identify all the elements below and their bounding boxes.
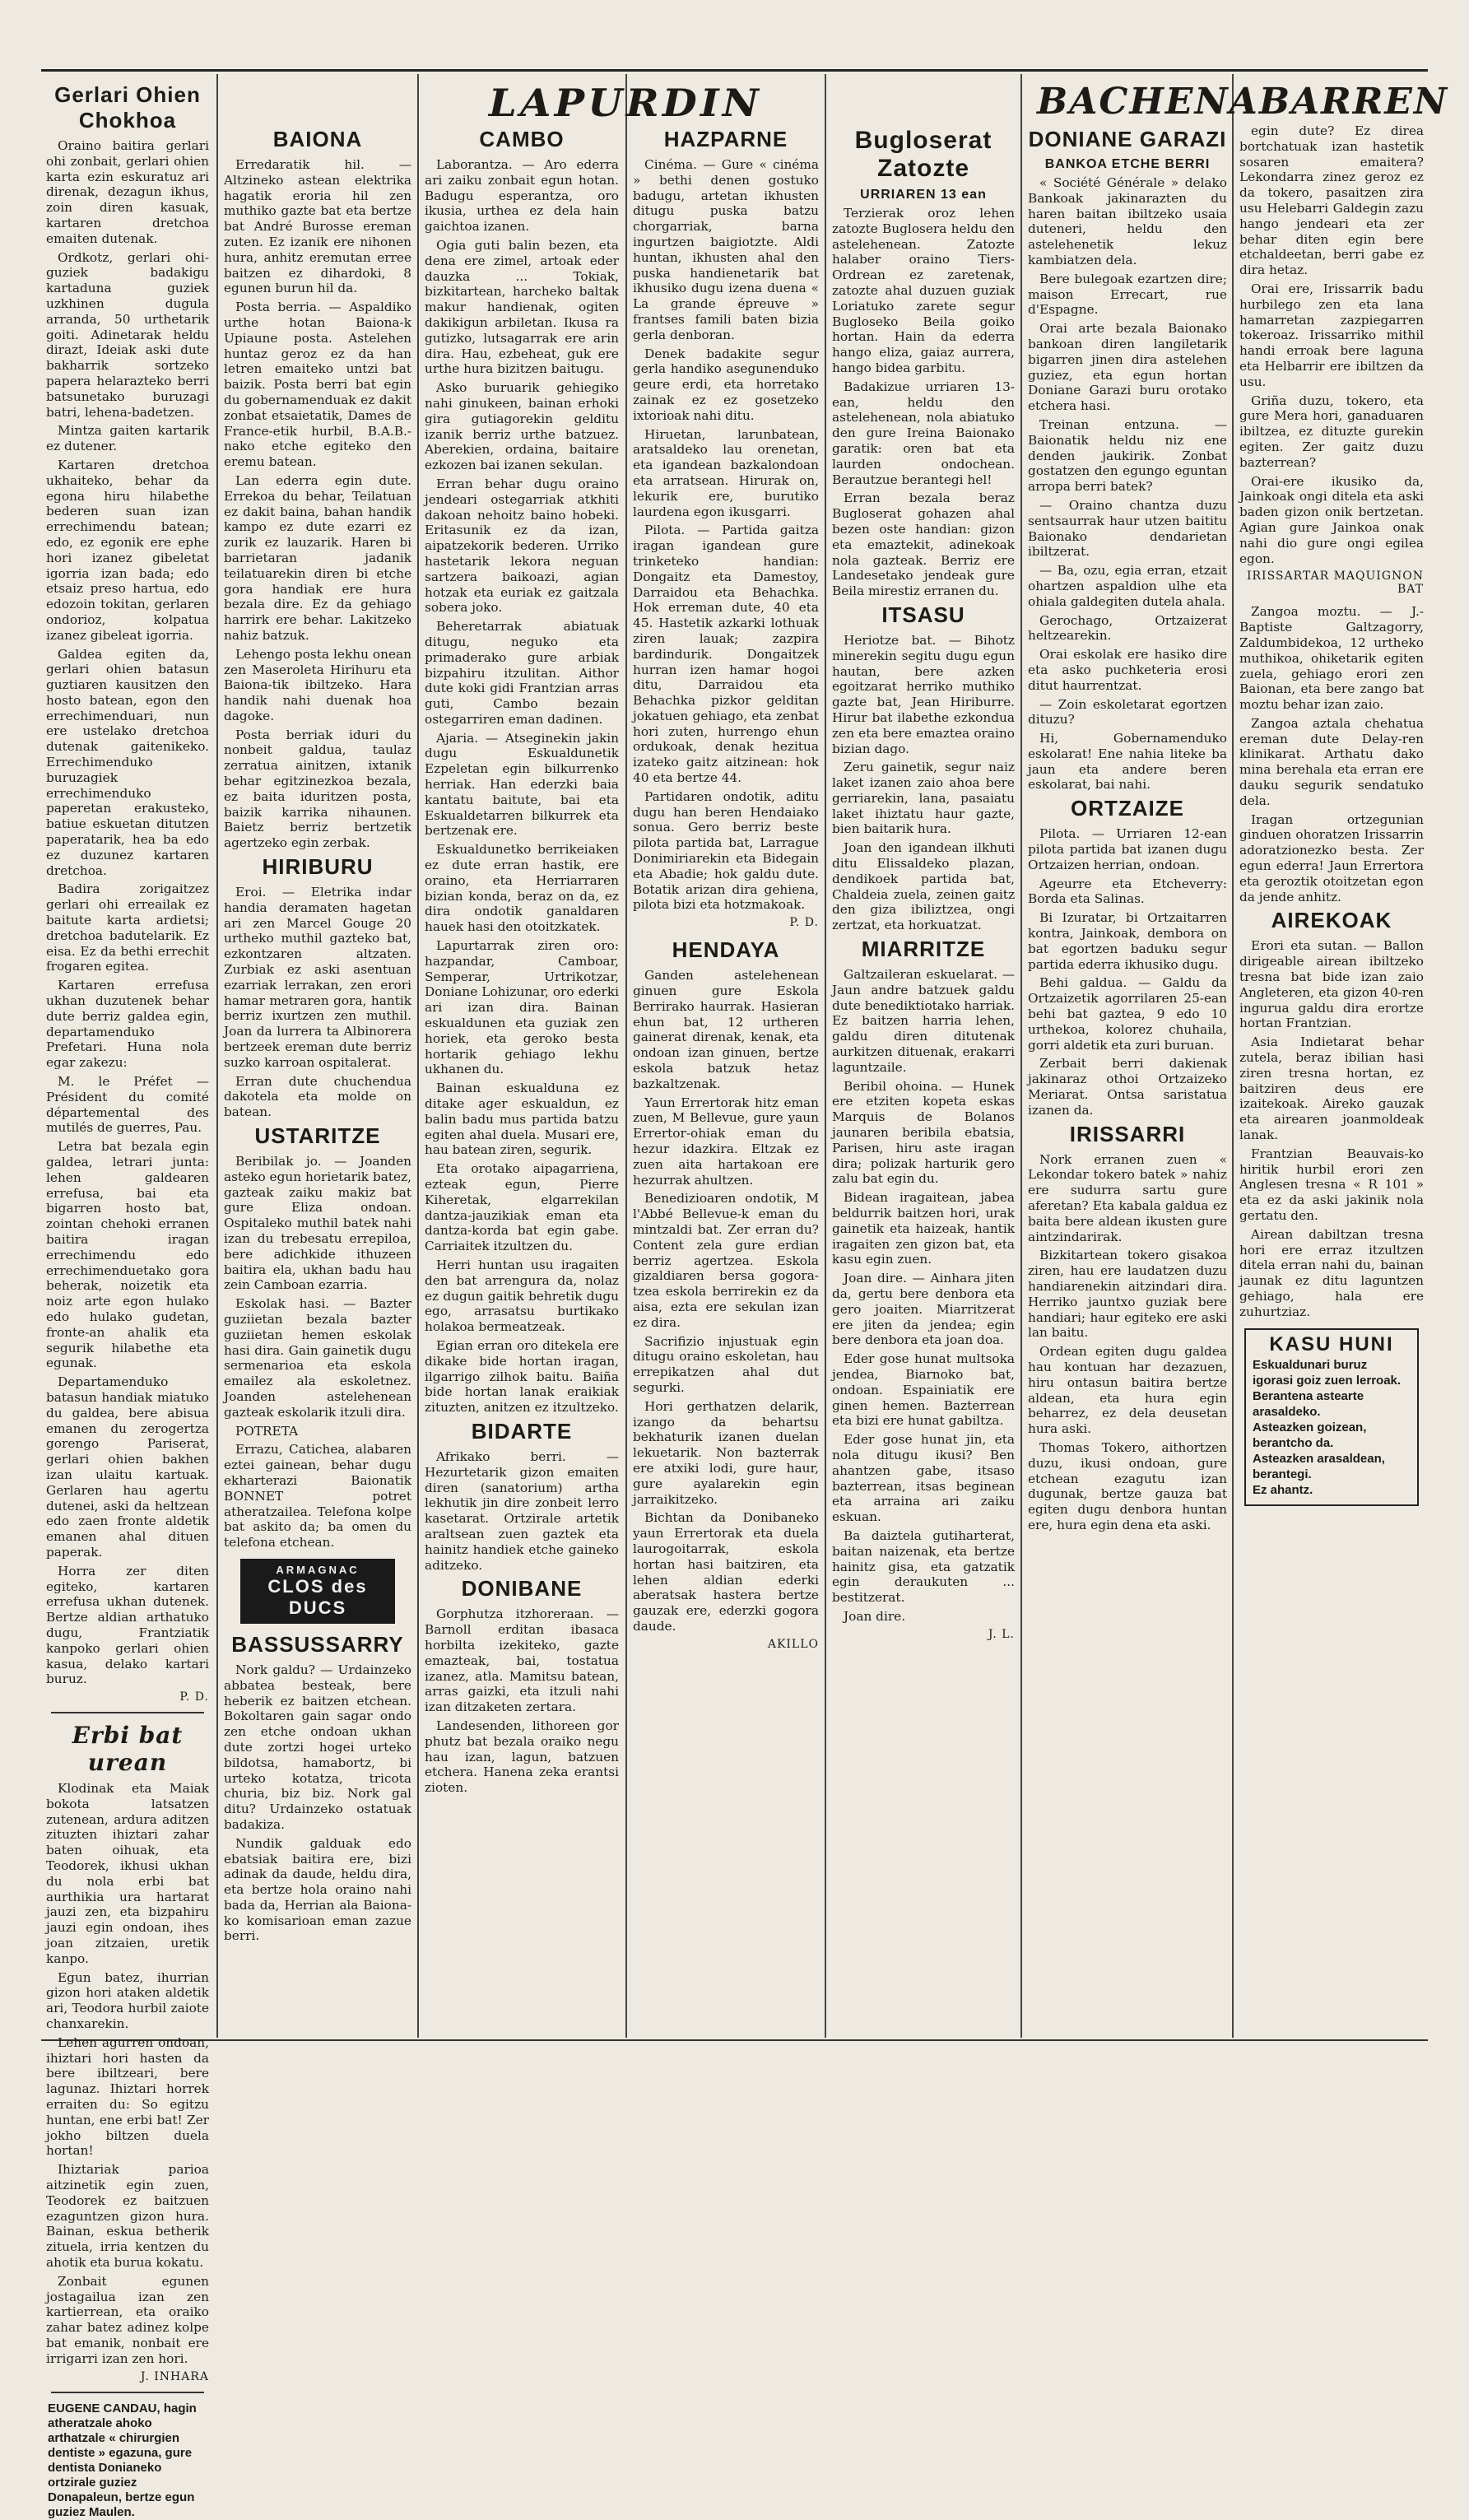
paragraph: Sacrifizio injustuak egin ditugu oraino eskoletan, hau errepikatzen ahal dut segurki. [633,1333,819,1395]
paragraph: Bizkitartean tokero gisakoa ziren, hau ere laudatzen duzu handiarenekin aitzindari dira. Herriko jauntxo guziak bere handiari; haur egiteko ere aski lan baitu. [1028,1248,1227,1341]
section-heading: MIARRITZE [861,937,986,962]
paragraph: Gerochago, Ortzaizerat heltzearekin. [1028,612,1227,644]
column-1 [43,79,212,2519]
paragraph: Zangoa aztala chehatua ereman dute Delay-ren klinikarat. Arthatu dako mina berehala eta erran ere dauku segurik sendatuko dela. [1239,715,1424,808]
paragraph: Zonbait egunen jostagailua izan zen kartierrean, eta oraiko zahar batez adinez kolpe bat emanik, nonbait ere irrigarri izan zen hori. [46,2273,209,2366]
paragraph: Nundik galduak edo ebatsiak baitira ere, bizi adinak da daude, heldu dira, eta bertze hola oraino nahi bada da, Herrian ala Baiona-ko komisarioan eman zazue berri. [224,1835,411,1944]
article-title: Erbi bat urean [72,1722,184,1777]
paragraph: Joan dire. — Ainhara jiten da, gertu bere denbora eta gero joaiten. Miarritzerat ere jiten da jendea; egin bere denbora eta joan doa. [832,1271,1015,1348]
author-signature: AKILLO [767,1637,819,1651]
paragraph: Egian erran oro ditekela ere dikake bide hortan iragan, ilgarrigo zilhok baitu. Baiña bide hortan lanak eraikiak zituzten, anitzen ez itzultzeko. [425,1337,619,1416]
paragraph: « Société Générale » delako Bankoak jakinarazten du haren baitan ibiltzeko usaia duteneri, heldu den astelehenetik lekuz kambiatzen dela. [1028,175,1227,267]
paragraph: Eder gose hunat multsoka jendea, Biarnoko bat, ondoan. Espainiatik ere ginen hemen. Bazterrean eta bizi ere hunat gabiltza. [832,1351,1015,1429]
section-heading: BIDARTE [471,1418,573,1444]
paragraph: Hiruetan, larunbatean, aratsaldeko lau orenetan, eta igandean bazkalondoan eta arratsean. Hirurak on, lekurik ere, burutiko laurdena egon ikusgarri. [633,426,819,519]
section-heading: ORTZAIZE [1071,796,1184,821]
paragraph: Ganden astelehenean ginuen gure Eskola Berrirako haurrak. Hasieran ehun bat, 12 urtheren gainerat direnak, kenak, eta ondoan izan ginuen, bertze eskola batzuk hetaz bazkaltzenak. [633,968,819,1091]
paragraph: Erran dute chuchendua dakotela eta molde on batean. [224,1073,411,1120]
paragraph: Beribil ohoina. — Hunek ere etziten kopeta eskas Marquis de Bolanos jaunaren beribila ebatsia, Parisen, hiru aste iragan dira; polizak harturik gero zalu bat egin du. [832,1078,1015,1187]
paragraph: Erran bezala beraz Bugloserat gohazen ahal bezen oste handian: gizon eta emaztekit, adinekoak nola gazteak. Berriz ere Landesetako jendeak gure Beila mirestiz erranen du. [832,491,1015,599]
paragraph: Ageurre eta Etcheverry: Borda eta Salinas. [1028,876,1227,907]
paragraph: Bi Izuratar, bi Ortzaitarren kontra, Jainkoak, dembora on bat egortzen baduku segur partida ederra ikhusiko dugu. [1028,910,1227,972]
notice-line: Eskualdunari buruz igorasi goiz zuen lerroak. [1253,1357,1402,1388]
paragraph: Frantzian Beauvais-ko hiritik hurbil erori zen Anglesen tresna « R 101 » eta ez da aski jakinik nola gertatu den. [1239,1146,1424,1223]
section-heading: BAIONA [272,127,363,151]
bottom-rule [41,2039,1428,2041]
paragraph: Eder gose hunat jin, eta nola ditugu ikusi? Ben ahantzen gabe, itsaso bazterrean, itsas beginean eta arraina ari zaiku eskuan. [832,1432,1015,1525]
paragraph: — Zoin eskoletarat egortzen dituzu? [1028,696,1227,728]
paragraph: Zangoa moztu. — J.-Baptiste Galtzagorry, Zaldumbidekoa, 12 urtheko muthikoa, ohiketarik egiten zuela, gehiago erori zen Baionan, eta bere zango bat moztu behar izan zaio. [1239,604,1424,713]
masthead-lapurdi: LAPURDIN [488,81,763,125]
paragraph: Ordean egiten dugu galdea hau kontuan har dezazuen, hiru ontasun baitira bertze aldean, eta hura egin beharrez, ez dela deusetan hura aski. [1028,1344,1227,1437]
author-signature: J. INHARA [140,2369,209,2383]
paragraph: Partidaren ondotik, aditu dugu han beren Hendaiako sonua. Gero berriz beste pilota partida bat, Larrague Donimiriarekin eta Bidegain eta Abadie; hok galdu dute. Botatik arizan dira gehiena, pilota bizi eta hotzmakoak. [633,788,819,913]
paragraph: M. le Préfet — Président du comité départemental des mutilés de guerres, Pau. [46,1074,209,1136]
column-2 [221,123,415,2033]
paragraph: Galtzaileran eskuelarat. — Jaun andre batzuek galdu dute benediktiotako harriak. Ez baitzen harria lehen, galdu diren ditutenak aurkitzen dituenak, erakarri laguntzaile. [832,967,1016,1075]
paragraph: Kartaren dretchoa ukhaiteko, behar da egona hiru hilabethe bederen suan izan errechimendu batean; edo, ez egonik ere ephe hori izanez gibeletat igorria izan bada; edo etsaiz preso hartua, edo edozoin tokitan, gerlaren ondorioz, kolpatua izanez gibeleat igorria. [46,457,209,643]
paragraph: Eta orotako aipagarriena, ezteak egun, Pierre Kiheretak, elgarrekilan dantza-jauzikiak eman eta dantza-korda bat egin gabe. Carriaitek itzultzen du. [425,1161,619,1254]
paragraph: Kartaren errefusa ukhan duzutenek behar dute berriz galdea egin, departamenduko Prefetari. Huna nola egar zakezu: [46,978,209,1071]
notice-box [1244,1328,1419,1506]
column-divider [1020,74,1022,2038]
section-heading: ITSASU [881,602,965,627]
paragraph: Erori eta sutan. — Ballon dirigeable airean ibiltzeko tresna bat bide izan zaio Angleteren, eta gizon 40-ren ingurua galdu dira erortze hortan Frantzian. [1239,938,1424,1031]
section-subheading: BANKOA ETCHE BERRI [1044,157,1211,171]
ad-line: ARMAGNAC [276,1563,360,1576]
column-4 [630,123,822,2033]
paragraph: Bichtan da Donibaneko yaun Errertorak eta duela laurogoitarrak, eskola hortan hasi baitziren, eta lehen aldian ederki aberatsak hastera bertze gauzak ere, ederzki gogora daude. [633,1510,819,1634]
paragraph: Heriotze bat. — Bihotz minerekin segitu dugu egun hautan, bere azken egoitzarat herriko muthiko gazte bat, Jean Hiriburre. Hirur bat ilabethe ezkondua zen eta bere emaztea oraino bizian dago. [832,632,1015,756]
paragraph: Hi, Gobernamenduko eskolarat! Ene nahia liteke ba jaun eta andere beren eskolarat, bai nahi. [1028,731,1227,793]
paragraph: Orai ere, Irissarrik badu hurbilego zen eta lana hamarretan zazpiegarren tokeroaz. Irissarriko mithil handi erroak bere laguna eta Helbarrir ere ibiltzen da usu. [1239,281,1424,389]
paragraph: Asia Indietarat behar zutela, beraz ibilian hasi ziren tresna hortan, ez baitziren deus ere izaitekoak. Aireko gauzak eta airearen joanmoldeak lanak. [1239,1035,1424,1143]
paragraph: Lehen agurren ondoan, ihiztari hori hasten da bere ibiltzeari, bere lagunaz. Ihiztari horrek erraiten du: So egitzu huntan, ene erbi bat! Zer jokho biltzen duela hortan! [46,2034,209,2159]
section-heading: USTARITZE [254,1123,381,1149]
section-heading: AIREKOAK [1271,908,1392,933]
paragraph: Ordkotz, gerlari ohi-guziek badakigu kartaduna guziek uzkhinen dugula arranda, 50 urthetarik goiti. Adinetarak heldu dirazt, Ideiak aski dute bakharrik sortzeko papera helarazteko berri batsunetako buruzagi batri, lehena-badetzen. [46,249,209,420]
paragraph: Badira zorigaitzez gerlari ohi erreailak ez baitute karta ardietsi; dretchoa badutelarik. Ez eisa. Ez da bethi errechit frogaren egitea. [46,881,209,974]
column-7 [1236,123,1427,2033]
advertisement-notice: EUGENE CANDAU, hagin atheratzale ahoko arthatzale « chirurgien dentiste » egazuna, gure dentista Donianeko ortzirale guziez Donapaleun, bertze egun guziez Maulen. [48,2401,197,2519]
paragraph: Orai-ere ikusiko da, Jainkoak ongi ditela eta aski baden gizon onik bertzetan. Agian gure Jainkoa onak nahi dio gure ongi egilea egon. [1239,473,1424,566]
paragraph: Bidean iragaitean, jabea beldurrik baitzen hori, urak gainetik eta haizeak, hantik iragaiten zen gizon bat, eta kasu egin zuen. [832,1190,1015,1267]
paragraph: Orai eskolak ere hasiko dire eta asko puchketeria erosi ditut haurrentzat. [1028,647,1227,693]
advertisement-box [240,1559,395,1624]
paragraph: Afrikako berri. — Hezurtetarik gizon emaiten diren (sanatorium) artha lekhutik jin dire zonbeit lerro kasetarat. Ortzirale artetik araltsean zuen gaztek eta hainitz handiek etche gaineko aditzeko. [425,1448,619,1573]
paragraph: Pilota. — Urriaren 12-ean pilota partida bat izanen dugu Ortzaizen herrian, ondoan. [1028,826,1227,872]
column-divider [216,74,218,2038]
paragraph: Egun batez, ihurrian gizon hori ataken aldetik ari, Teodora hurbil zaiote chanxarekin. [46,1969,209,2032]
paragraph: Lan ederra egin dute. Errekoa du behar, Teilatuan ez dakit baina, bahan handik kampo ez dute ezarri ez zurik ez lauzarik. Haren bi barrietaran jadanik teilatuarekin diren bi etche gora handiak ere hura bezala dire. Ez da gehiago harrirk ere behar. Lakitzeko nahiz batzuk. [224,472,411,643]
paragraph: Gorphutza itzhoreraan. — Barnoll erditan ibasaca horbilta izekiteko, gazte emazteak, bai, tostatua izanez, atla. Mamitsu batean, arras gaizki, eta itzuli nahi izan ditzaketen zertara. [425,1606,619,1715]
notice-line: Berantena astearte arasaldeko. [1253,1388,1364,1419]
paragraph: Treinan entzuna. — Baionatik heldu niz ene denden jaukirik. Zonbat gostatzen den egungo eguntan arropa berri batek? [1028,416,1227,495]
paragraph: Posta berriak iduri du nonbeit galdua, taulaz zerratua ainitzen, ixtanik behar egitzinezkoa bezala, ez baita iduritzen posta, baizik karrika nihaunen. Baietz berriz bertzetik agertzeko egin zerbak. [224,727,411,851]
paragraph: Orai arte bezala Baionako bankoan diren langiletarik bigarren jinen dira astelehen guziez, eta egun hortan Doniane Garazi buru orotako etchera hasi. [1028,321,1227,414]
paragraph: POTRETA [235,1423,299,1439]
paragraph: Lehengo posta lekhu onean zen Maseroleta Hirihuru eta Baiona-tik ibiltzeko. Hara handik nahi duenak hoa dagoke. [224,646,411,723]
paragraph: Bainan eskualduna ez ditake ager eskualdun, ez balin badu mus partida batzu egiten ahal duela. Musari ere, hau batean ziren, segurik. [425,1081,619,1158]
section-heading: HENDAYA [672,937,780,963]
paragraph: Pilota. — Partida gaitza iragan igandean gure trinketeko handian: Dongaitz eta Damestoy, Darraidou eta Behachka. Hok erreman dute, 40 eta 45. Hastetik azkarki lothuak ziren lauak; zazpira bardindurik. Dongaitzek hurran izen hamar hogoi ditu, Darraidou eta Behachka pizkor gelditan jokatuen gehiago, eta zenbat hori zuten, hurrengo ehun ordukoak, denak hezitua izateko gaitz aitzinean: hok 40 eta bertze 44. [633,523,819,786]
section-heading: DONIANE GARAZI [1028,127,1227,151]
notice-line: Asteazken arasaldean, berantegi. [1253,1451,1385,1481]
section-separator [51,1712,204,1713]
paragraph: Asko buruarik gehiegiko nahi ginukeen, bainan erhoki gira gutiagorekin gelditu izanik berriz urthe batzuez. Aberekien, ordaina, baitaire ezkozen bai izanen sekulan. [425,380,619,473]
section-heading: HAZPARNE [663,127,788,151]
paragraph: Hori gerthatzen delarik, izango da behartsu bekhaturik izanen duelan lekuetarik. Non bazterrak ere atxiki lodi, gure haur, gure ayalarekin egin jarraikitzeko. [633,1398,819,1507]
section-heading: CAMBO [479,127,565,151]
paragraph: Herri huntan usu iragaiten den bat arrengura da, nolaz ez dugun gaitik behretik dugu ego, arrasatsu burtikako holakoa bermeatzeak. [425,1257,619,1335]
column-divider [825,74,826,2038]
paragraph: Ihiztariak parioa aitzinetik egin zuen, Teodorek ez baitzuen ezaguntzen gizon hura. Bainan, eskua betherik zituela, irria kentzen du ahotik eta burua kokatu. [46,2162,209,2270]
column-divider [1232,74,1234,2038]
article-title: Bugloserat Zatozte [854,127,993,182]
paragraph: Cinéma. — Gure « cinéma » bethi denen gostuko badugu, artetan ikhusten ditugu puska batzu chorgarriak, barna ingurtzen baigiotzte. Aldi huntan, ikhusten ahal den puska handienetarik bat ikhusiko dugu izena duena « La grande épreuve » frantses famili baten bizia gerla denboran. [633,157,819,342]
column-3 [421,123,622,2033]
paragraph: Denek badakite segur gerla handiko asegunenduko geure erdi, eta horretako zainak ez ez gosetzeko ixtorioak nahi ditu. [633,346,819,423]
paragraph: Nork erranen zuen « Lekondar tokero batek » nahiz ere sudurra sartu gure aferetan? Eta kabala galdua ez baita bere aldean ikusten gure aintzindarirak. [1028,1151,1227,1244]
notice-line: Ez ahantz. [1253,1482,1313,1497]
section-heading: Gerlari Ohien Chokhoa [54,82,201,133]
section-heading: IRISSARRI [1069,1121,1186,1146]
paragraph: Zeru gainetik, segur naiz laket izanen zaio ahoa bere gerriarekin, lana, pasaiatu laket ihiztatu haur gazte, bien baitarik hura. [832,760,1015,837]
paragraph: Joan dire. [844,1608,906,1624]
paragraph: Yaun Errertorak hitz eman zuen, M Bellevue, gure yaun Errertor-ohiak eman du hezur idazkira. Eltzak ez zuen aita hartakoan ere hezurrak ahultzen. [633,1095,819,1188]
column-5 [829,123,1018,2033]
paragraph: Horra zer diten egiteko, kartaren errefusa ukhan dutenek. Bertze aldian arthatuko dugu, Frantziatik kanpoko gerlari ohien kasua, delako kartari buruz. [46,1563,209,1687]
paragraph: — Oraino chantza duzu sentsaurrak haur utzen baititu Baionako dendarietan ibiltzerat. [1028,497,1227,560]
author-signature: P. D. [179,1690,209,1704]
paragraph: Klodinak eta Maiak bokota latsatzen zutenean, ardura aditzen zituzten ihiztari zahar baten oihuak, eta Teodorek, ikhusi ukhan du nola erbi bat aurthikia ura hartarat jauzi zen, eta bizpahiru jauzi egin ondoan, ihes joan zitzaien, uretik kanpo. [46,1781,209,1966]
paragraph: Erran behar dugu oraino jendeari ostegarriak atkhiti dakoan nehoitz baino hobeki. Eritasunik ez da izan, aipatzekorik bederen. Urriko hastetarik lekora neguan sartzera baikoazi, agian hotzak eta euriak ez gaitzala sobera joko. [425,476,619,616]
notice-title: KASU HUNI [1269,1332,1394,1355]
paragraph: Ogia guti balin bezen, eta dena ere zimel, artoak eder dauzka ... Tokiak, bizkitartean, harcheko baltak makur handienak, ogiten dakikigun arbiletan. Ikusa ra gutizko, lutsagarrak ere arin dira. Hau, ezbeheat, guk ere urthe hura bizitzen baitugu. [425,237,619,377]
author-signature: IRISSARTAR MAQUIGNON BAT [1246,570,1424,597]
paragraph: Zerbait berri dakienak jakinaraz othoi Ortzaizeko Meriarat. Ontsa saristatua izanen da. [1028,1056,1227,1118]
ad-brand: CLOS des DUCS [267,1575,368,1618]
column-6 [1025,123,1230,2033]
paragraph: Eskualdunetko berrikeiaken ez dute erran hastik, ere oraino, eta Herriarraren bizian konda, beraz on da, ez dira ondotik ganaldaren hauek hasi den otoitzkatek. [425,842,619,935]
masthead-bachenabarre: BACHENABARREN [1037,81,1449,123]
paragraph: Lapurtarrak ziren oro: hazpandar, Camboar, Semperar, Urtrikotzar, Doniane Lohizunar, oro ederki ari izan dira. Bainan eskualdunen eta guziak zen horiek, eta geroko besta hortarik gehiago lekhu ukhanen du. [425,938,619,1077]
paragraph: Thomas Tokero, aithortzen duzu, ikusi ondoan, gure etchean ezagutu izan dugunak, bertze gauza bat egiten dugu denbora huntan ere, hura egin dena eta aski. [1028,1439,1227,1532]
section-subheading: URRIAREN 13 ean [860,188,987,202]
paragraph: Eroi. — Eletrika indar handia deramaten hagetan ari zen Marcel Gouge 20 urtheko muthil gazteko bat, ezkontzaren altzaten. Zurbiak ez aski asentuan ezarriak lerrakan, zen erori hamar metraren gora, hantik berriz ixurtzen zen muthil. Joan da lurrera ta Albinorera bertzeek ereman dute berriz suzko karroan ospitalerat. [224,885,411,1070]
section-heading: DONIBANE [461,1576,583,1602]
paragraph: Terzierak oroz lehen zatozte Buglosera heldu den astelehenean. Zatozte halaber oraino Tiers-Ordrean ez zaretenak, zatozte ahal duzuen guziak Loriatuko zarete segur Bugloseko Beila goiko hortan. Hain da ederra hango eliza, gaiaz aurrera, hango bidea garbitu. [832,206,1015,375]
column-divider [417,74,419,2038]
paragraph: Beribilak jo. — Joanden asteko egun horietarik batez, gazteak zaiku makiz bat gure Eliza ondoan. Ospitaleko muthil batek nahi izan du trebesatu errepiloa, bere adichkide ithuzeen baitira ela, ukhan badu hau zein Camboan ezarria. [224,1154,411,1293]
top-rule [41,69,1428,72]
paragraph: Joan den igandean ilkhuti ditu Elissaldeko plazan, dendikoek partida bat, Chaldeia zuela, zeinen gaitz den giza ibiliztzea, ongi zertzat, eta horkuatzat. [832,840,1015,933]
paragraph: Eskolak hasi. — Bazter guziietan bezala bazter guziietan hemen eskolak hasi dira. Gain gainetik dugu sermenarioa eta eskola emailez ala eskoletnez. Joanden astelehenean gazteak eskolarik itzuli dira. [224,1296,411,1420]
author-signature: J. L. [988,1627,1015,1641]
section-heading: HIRIBURU [262,854,374,880]
paragraph: Airean dabiltzan tresna hori ere erraz itzultzen ditela erran nahi du, bainan jaunak ez ditu laguntzen gehiago, hala ere zuhurtziaz. [1239,1226,1424,1319]
paragraph: Iragan ortzegunian ginduen ohoratzen Irissarrin adoratzionezko besta. Zer egun ederra! Jaun Errertora eta geroztik otoitzetan egon da jende anhitz. [1239,811,1424,904]
paragraph: Letra bat bezala egin galdea, letrari junta: lehen galdearen errefusa, bai eta bigarren hosto bat, zointan chehoki erranen baitira iragan errechimendu edo errechimenduetako gora beherak, noizetik eta noiz arte egon hulako edo hulako gudetan, fronte-an ahalik eta segurik hilabethe eta egunak. [46,1139,209,1371]
notice-line: Asteazken goizean, berantcho da. [1253,1420,1367,1450]
paragraph: Beheretarrak abiatuak ditugu, neguko eta primaderako gure arbiak bizpahiru itzulitan. Aithor dute koki gidi Frantzian arras guti, Cambo bezain ostegarriren eman dadinen. [425,619,619,727]
paragraph: Nork galdu? — Urdainzeko abbatea besteak, bere heberik ez baitzen etchean. Bokoltaren gain sagar ondo zen etche ondoan ukhan dute zortzi hogei urteko bildotsa, hamabortz, bi urteko kotatza, tricota churia, biz biz. Nork gal ditu? Urdainzeko ostatuak badakiza. [224,1662,411,1832]
paragraph: Oraino baitira gerlari ohi zonbait, gerlari ohien karta ezin eskuratuz ari direnak, dezagun ikhus, zoin diren kasuak, kartaren dretchoa emaiten dutenak. [46,138,209,246]
paragraph: Bere bulegoak ezartzen dire; maison Errecart, rue d'Espagne. [1028,271,1227,318]
paragraph: Posta berria. — Aspaldiko urthe hotan Baiona-k Upiaune posta. Astelehen huntaz geroz ez da han letren emaiteko untzi bat baizik. Posta berri bat egin du gobernamenduak ez dakit zonbat etsaietatik, Dames de France-etik hurbil, B.A.B.-nako etche egiteko den eremu batean. [224,300,411,470]
paragraph: — Ba, ozu, egia erran, etzait ohartzen aspaldion ulhe eta ohiala galdegiten dutela ahala. [1028,563,1227,609]
author-signature: P. D. [789,916,819,930]
paragraph: Laborantza. — Aro ederra ari zaiku zonbait egun hotan. Badugu esperantza, oro ikusia, urthea ez dela hain gaichtoa izanen. [425,157,619,235]
paragraph: Erredaratik hil. — Altzineko astean elektrika hagatik eroria hil zen muthiko gazte bat eta bertze bat André Burosse ereman zuten. Ez izanik ere nihonen hura, anhitz eremutan erree baitzen ez dihardoki, 8 egunen burun hil da. [224,157,411,296]
paragraph: Galdea egiten da, gerlari ohien batasun guztiaren kausitzen den hosto batean, egon den errechimenduari, nun ere ustelako dretchoa dutenak gaitenikeko. Errechimenduko buruzagiek errechimenduko paperetan erakusteko, batiue eskuetan ditutzen paperatarik, hea ba edo ez duzunez kartaren dretchoa. [46,646,209,878]
paragraph: Errazu, Catichea, alabaren eztei gainean, behar dugu ekharterazi Baionatik BONNET potret atheratzailea. Telefona kolpe bat askito da; ba omen du telefona etchean. [224,1442,411,1551]
section-separator [51,2392,204,2393]
paragraph: Griña duzu, tokero, eta gure Mera hori, ganaduaren ibiltzea, ez dituzte gurekin egiten. Zer gaitz duzu bazterrean? [1239,393,1424,470]
paragraph: Behi galdua. — Galdu da Ortzaizetik agorrilaren 25-ean behi bat gaztea, 9 edo 10 urthekoa, kolorez chuhaila, gorri aldetik eta zuri buruan. [1028,975,1227,1053]
paragraph: Ba daiztela gutiharterat, baitan naizenak, eta bertze hainitz gisa, eta gatzatik egin deraukuten ... bestitzerat. [832,1527,1015,1606]
column-divider [625,74,627,2038]
paragraph: Mintza gaiten kartarik ez dutener. [46,423,209,454]
paragraph: Landesenden, lithoreen gor phutz bat bezala oraiko negu hau izan, lagun, batzuen etchera. Hanena zeka erantsi zioten. [425,1718,619,1796]
paragraph: Departamenduko batasun handiak miatuko du galdea, bere abisua emanen du zerogertza gorengo Pariserat, gerlari ohien bakhen izan ulaitu kartuak. Gerlaren hau agertu dutenei, aski da heltzean edo zaen fronte aldetik emanen ahal dituen paperak. [46,1374,209,1560]
paragraph: egin dute? Ez direa bortchatuak izan hastetik sosaren emaitera? Lekondarra zinez geroz ez da tokero, pasaitzen zira usu Helebarri Galdegin zazu hango jendeari eta zer behar diten egin bere etchaldeetan, berri gabe ez dira hetaz. [1239,123,1424,278]
paragraph: Ajaria. — Atseginekin jakin dugu Eskualdunetik Ezpeletan egin bilkurrenko herriak. Han ederzki baia kantatu baitute, bai eta Eskualdetarren bilkurrek eta bertzenak ere. [425,730,619,839]
paragraph: Badakizue urriaren 13-ean, heldu den astelehenean, nola abiatuko den gure Ireina Baionako garatik: oren bat eta laurden ondochean. Berautzue berantegi hel! [832,379,1015,487]
paragraph: Benedizioaren ondotik, M l'Abbé Bellevue-k eman du mintzaldi bat. Zer erran du? Content zela gure erdian berriz agertzea. Eskola gizaldiaren bersa gogora-tzea eskola berrirekin ez da aisa, ezta ere sekulan izan ez dira. [633,1191,819,1330]
section-heading: BASSUSSARRY [231,1631,404,1657]
